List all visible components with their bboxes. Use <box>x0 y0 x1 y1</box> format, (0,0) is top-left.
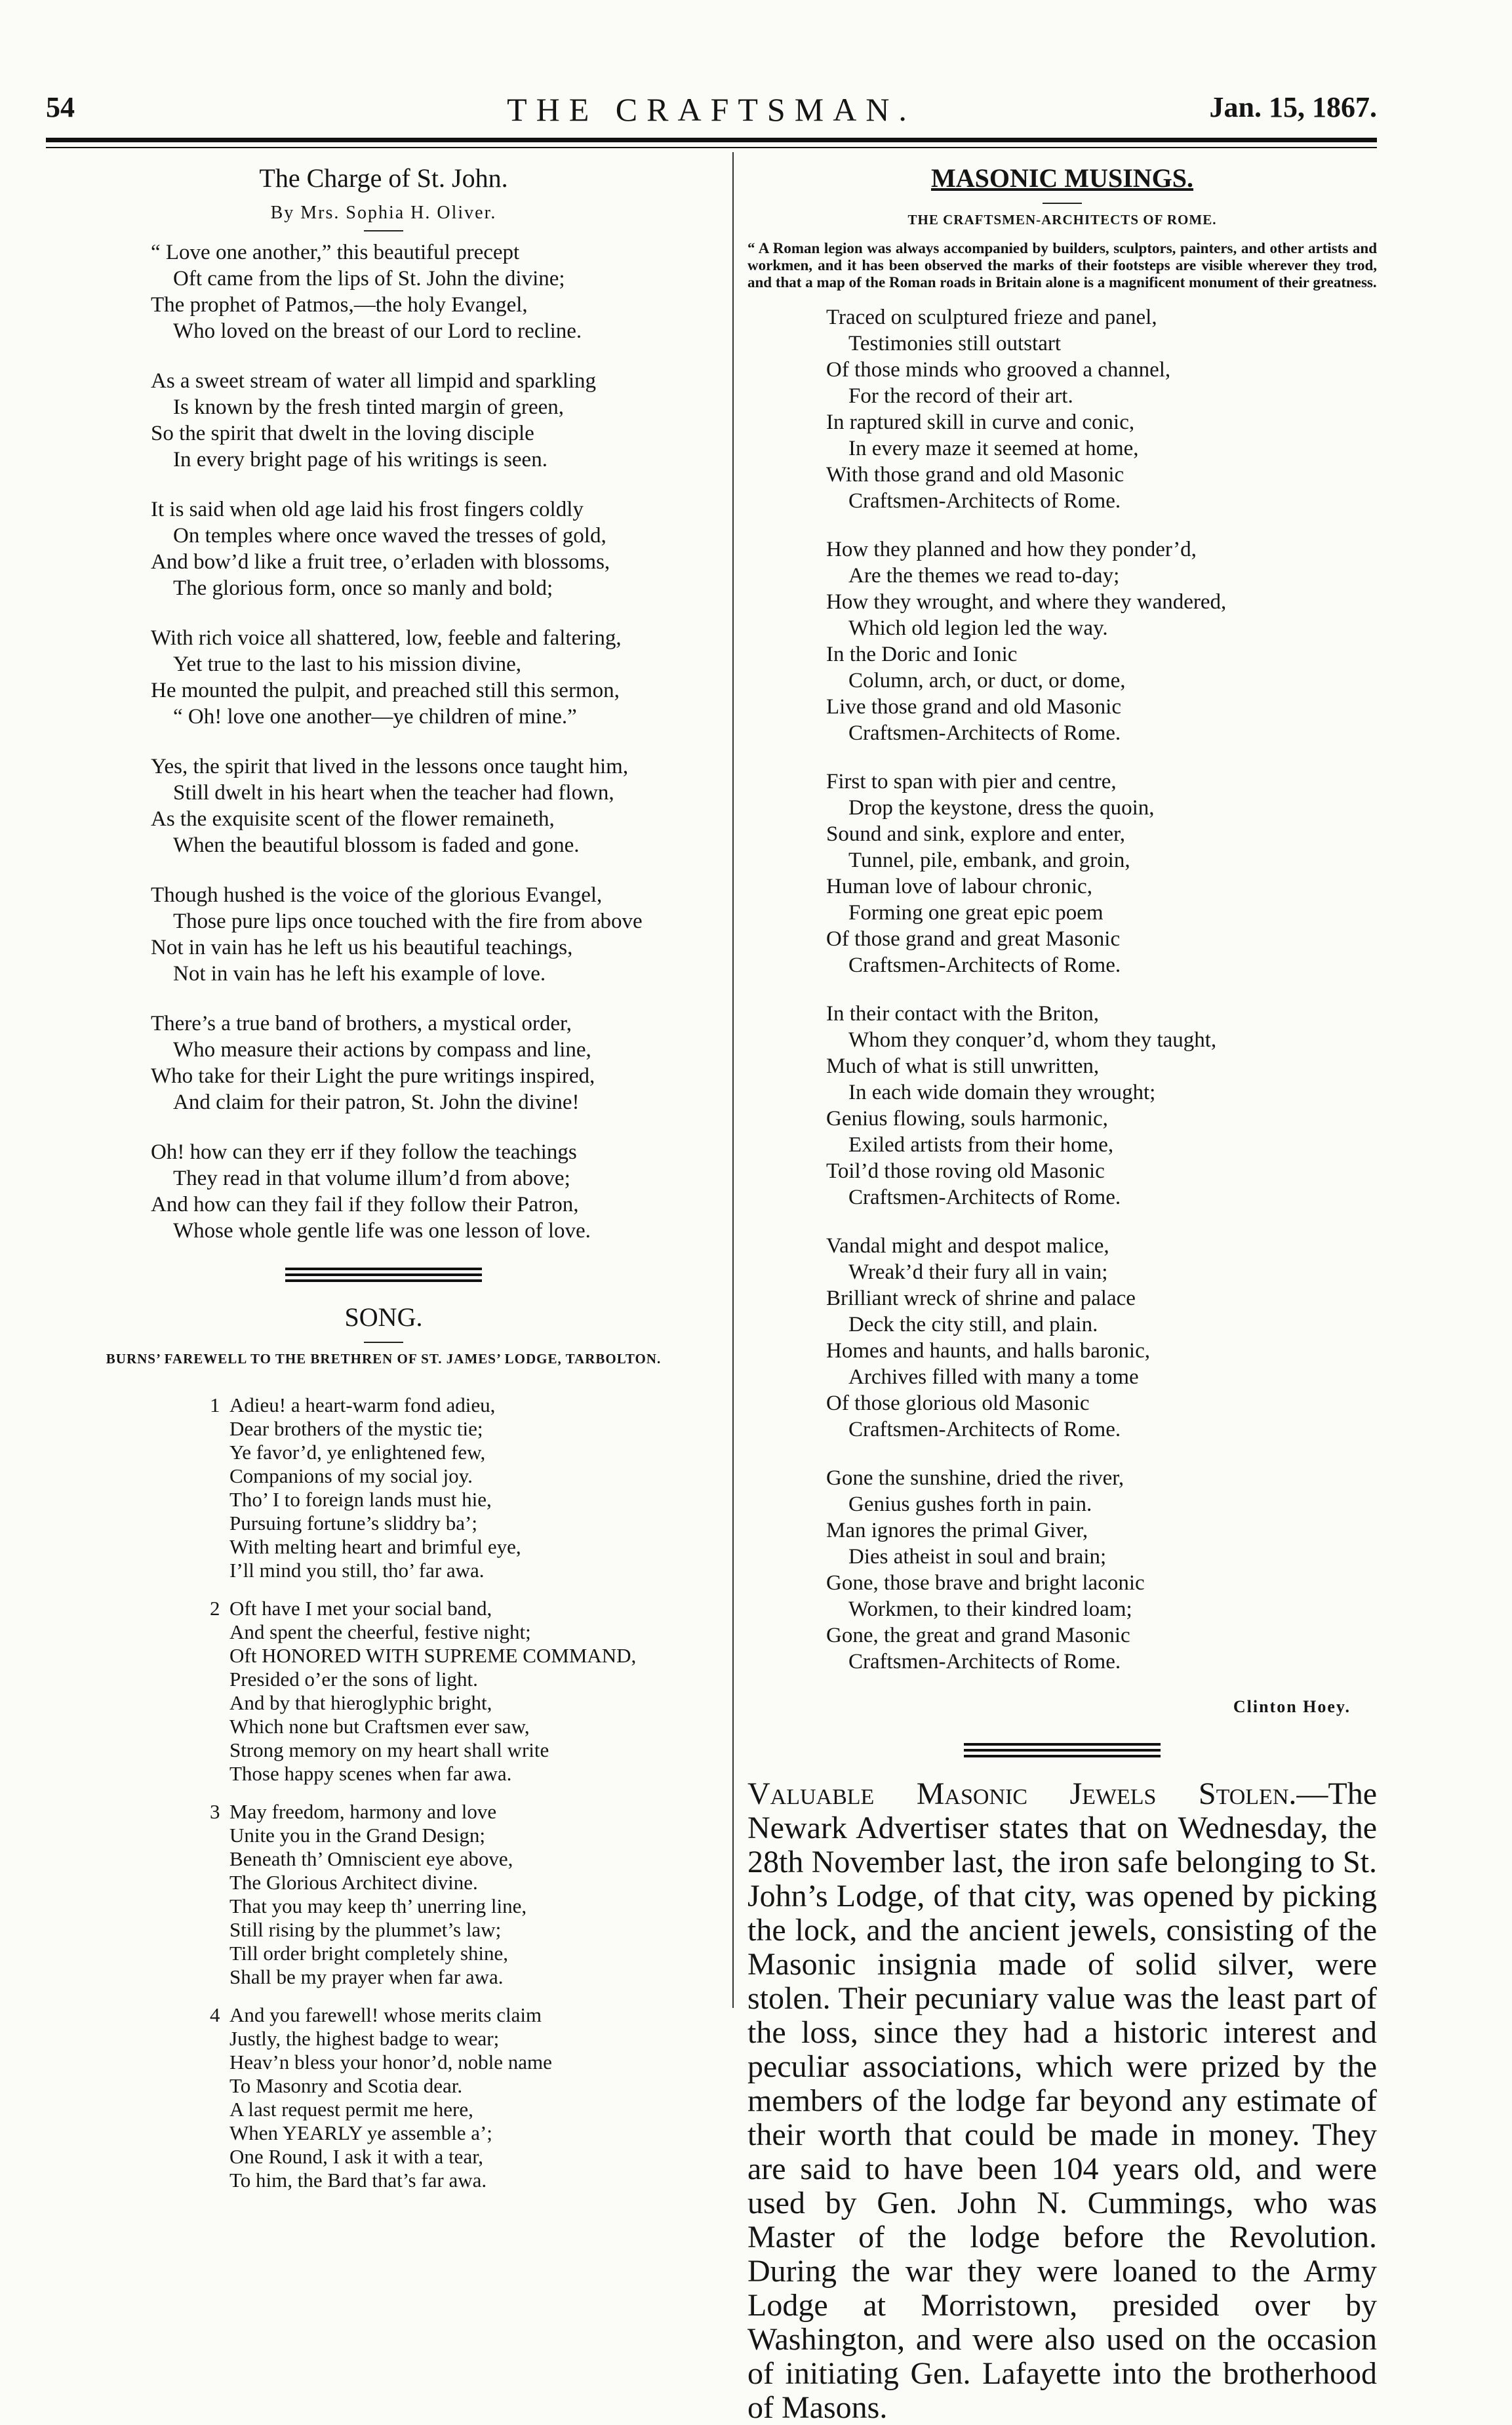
verse-line: And claim for their patron, St. John the divine! <box>173 1091 580 1114</box>
song-stanza <box>52 1800 715 1989</box>
verse-line: With those grand and old Masonic <box>826 463 1124 487</box>
poem-body-musings <box>747 304 1377 1675</box>
stanza <box>747 769 1377 978</box>
section-divider <box>964 1743 1161 1757</box>
verse-line: One Round, I ask it with a tear, <box>229 2145 484 2168</box>
stanza <box>52 882 715 987</box>
verse-line: Genius flowing, souls harmonic, <box>826 1107 1108 1131</box>
verse-line: Oft HONORED WITH SUPREME COMMAND, <box>229 1644 637 1667</box>
verse-line: With rich voice all shattered, low, feeble and faltering, <box>151 626 622 650</box>
poem-subtitle-musings: THE CRAFTSMEN-ARCHITECTS OF ROME. <box>907 212 1217 228</box>
verse-line: Dies atheist in soul and brain; <box>848 1545 1107 1569</box>
verse-line: Craftsmen-Architects of Rome. <box>848 1418 1121 1441</box>
verse-line: Who take for their Light the pure writings inspired, <box>151 1064 595 1088</box>
section-divider <box>285 1268 482 1282</box>
verse-line: Tho’ I to foreign lands must hie, <box>229 1488 492 1511</box>
verse-line: Vandal might and despot malice, <box>826 1234 1109 1258</box>
verse-line: Whom they conquer’d, whom they taught, <box>848 1028 1217 1052</box>
verse-line: Who loved on the breast of our Lord to recline. <box>173 319 582 343</box>
verse-line <box>210 1393 715 1417</box>
verse-line: And spent the cheerful, festive night; <box>229 1620 531 1643</box>
verse-line: Craftsmen-Architects of Rome. <box>848 953 1121 977</box>
verse-line: Of those grand and great Masonic <box>826 927 1121 951</box>
verse-line: Deck the city still, and plain. <box>848 1313 1098 1336</box>
page-number: 54 <box>46 91 75 123</box>
verse-line: Though hushed is the voice of the glorious Evangel, <box>151 883 603 907</box>
verse-line: Live those grand and old Masonic <box>826 695 1121 719</box>
verse-line: Craftsmen-Architects of Rome. <box>848 721 1121 745</box>
stanza <box>747 304 1377 514</box>
left-column <box>52 163 715 2207</box>
verse-line: The glorious form, once so manly and bold; <box>173 576 553 600</box>
verse-line: A last request permit me here, <box>229 2098 473 2121</box>
verse-line: He mounted the pulpit, and preached still this sermon, <box>151 679 620 702</box>
verse-line: There’s a true band of brothers, a mystical order, <box>151 1012 572 1035</box>
stanza <box>52 496 715 601</box>
verse-line: In the Doric and Ionic <box>826 643 1018 666</box>
verse-line: Ye favor’d, ye enlightened few, <box>229 1441 486 1464</box>
verse-line: Oh! how can they err if they follow the teachings <box>151 1140 577 1164</box>
title-rule <box>364 230 403 231</box>
article-body: —The Newark Advertiser states that on Wednesday, the 28th November last, the iron safe belonging to St. John’s Lodge, of that city, was opened by picking the lock, and the ancient jewels, consisting of the Masonic insignia made of solid silver, were stolen. Their pecuniary value was the least part of the loss, since they had a historic interest and peculiar associations, which were prized by the members of the lodge far beyond any estimate of their worth that could be made in money. They are said to have been 104 years old, and were used by Gen. John N. Cummings, who was Master of the lodge before the Revolution. During the war they were loaned to the Army Lodge at Morristown, presided over by Washington, and were also used on the occasion of initiating Gen. Lafayette into the brotherhood of Masons. <box>747 1776 1377 2425</box>
news-article <box>747 1777 1377 2425</box>
header-rule-thin <box>46 147 1377 148</box>
verse-line: Not in vain has he left us his beautiful teachings, <box>151 936 573 959</box>
issue-date: Jan. 15, 1867. <box>1209 91 1377 123</box>
verse-line: Craftsmen-Architects of Rome. <box>848 1650 1121 1673</box>
verse-line: For the record of their art. <box>848 384 1073 408</box>
verse-line <box>210 1800 715 1824</box>
verse-text: Oft have I met your social band, <box>229 1597 492 1620</box>
verse-line: Homes and haunts, and halls baronic, <box>826 1339 1150 1363</box>
stanza <box>52 753 715 858</box>
song-subtitle: BURNS’ FAREWELL TO THE BRETHREN OF ST. JAMES’ LODGE, TARBOLTON. <box>106 1351 662 1367</box>
verse-line: To Masonry and Scotia dear. <box>229 2074 463 2097</box>
stanza <box>52 368 715 473</box>
stanza <box>747 536 1377 746</box>
verse-line: Still rising by the plummet’s law; <box>229 1918 502 1941</box>
right-column <box>747 163 1377 2425</box>
verse-line: Heav’n bless your honor’d, noble name <box>229 2051 552 2074</box>
verse-line: In every bright page of his writings is seen. <box>173 448 547 471</box>
verse-line: Unite you in the Grand Design; <box>229 1824 486 1847</box>
verse-line <box>210 1597 715 1620</box>
verse-line: Beneath th’ Omniscient eye above, <box>229 1847 513 1870</box>
verse-line: As a sweet stream of water all limpid and sparkling <box>151 369 597 393</box>
verse-line: Workmen, to their kindred loam; <box>848 1597 1132 1621</box>
verse-line: And how can they fail if they follow their Patron, <box>151 1193 579 1216</box>
verse-line: The Glorious Architect divine. <box>229 1871 478 1894</box>
verse-line: Craftsmen-Architects of Rome. <box>848 489 1121 513</box>
verse-line: Which old legion led the way. <box>848 616 1108 640</box>
verse-line: Those pure lips once touched with the fire from above <box>173 910 643 933</box>
verse-line: They read in that volume illum’d from above; <box>173 1167 570 1190</box>
song-body <box>52 1393 715 2192</box>
verse-line: Who measure their actions by compass and line, <box>173 1038 591 1062</box>
verse-line <box>210 2003 715 2027</box>
verse-line: Gone, the great and grand Masonic <box>826 1624 1130 1647</box>
verse-line: Gone, those brave and bright laconic <box>826 1571 1145 1595</box>
stanza-number: 1 <box>210 1393 220 1416</box>
song-title: SONG. <box>344 1302 423 1332</box>
verse-line: Brilliant wreck of shrine and palace <box>826 1287 1136 1310</box>
verse-text: And you farewell! whose merits claim <box>229 2003 542 2026</box>
verse-line: Are the themes we read to-day; <box>848 564 1120 588</box>
verse-line: Gone the sunshine, dried the river, <box>826 1466 1124 1490</box>
verse-line: Drop the keystone, dress the quoin, <box>848 796 1155 820</box>
verse-line: Genius gushes forth in pain. <box>848 1493 1092 1516</box>
column-divider <box>732 152 734 2008</box>
poem-epigraph: “ A Roman legion was always accompanied by builders, sculptors, painters, and other artists and workmen, and it has been observed the marks of their footsteps are visible wherever they trod, and that a map of the Roman roads in Britain alone is a magnificent monument of their greatness. <box>747 240 1377 291</box>
verse-line: Presided o’er the sons of light. <box>229 1668 478 1691</box>
verse-line: Human love of labour chronic, <box>826 875 1092 898</box>
verse-line: And by that hieroglyphic bright, <box>229 1691 492 1714</box>
verse-line: Dear brothers of the mystic tie; <box>229 1417 483 1440</box>
header-rule-thick <box>46 138 1377 142</box>
verse-line: Those happy scenes when far awa. <box>229 1762 512 1785</box>
verse-line: When the beautiful blossom is faded and gone. <box>173 833 580 857</box>
verse-line: Column, arch, or duct, or dome, <box>848 669 1126 692</box>
verse-line: I’ll mind you still, tho’ far awa. <box>229 1559 485 1582</box>
verse-line: Toil’d those roving old Masonic <box>826 1159 1105 1183</box>
verse-line: To him, the Bard that’s far awa. <box>229 2169 487 2192</box>
stanza-number: 2 <box>210 1597 220 1620</box>
stanza <box>52 1011 715 1115</box>
verse-line: Forming one great epic poem <box>848 901 1104 925</box>
stanza <box>52 1139 715 1244</box>
verse-line: Till order bright completely shine, <box>229 1942 509 1965</box>
verse-line: Not in vain has he left his example of love. <box>173 962 546 986</box>
verse-text: Adieu! a heart-warm fond adieu, <box>229 1393 496 1416</box>
masthead-title: THE CRAFTSMAN. <box>507 91 916 128</box>
stanza <box>747 1233 1377 1443</box>
verse-text: May freedom, harmony and love <box>229 1800 497 1823</box>
verse-line: Of those minds who grooved a channel, <box>826 358 1171 382</box>
verse-line: Justly, the highest badge to wear; <box>229 2027 500 2050</box>
verse-line: Whose whole gentle life was one lesson of love. <box>173 1219 591 1243</box>
poem-author: By Mrs. Sophia H. Oliver. <box>270 203 497 223</box>
verse-line: Sound and sink, explore and enter, <box>826 822 1125 846</box>
verse-line: Strong memory on my heart shall write <box>229 1738 549 1761</box>
verse-line: And bow’d like a fruit tree, o’erladen with blossoms, <box>151 550 610 574</box>
verse-line: “ Oh! love one another—ye children of mine.” <box>173 705 577 729</box>
verse-line: Traced on sculptured frieze and panel, <box>826 306 1157 329</box>
stanza <box>747 1001 1377 1211</box>
stanza-number: 3 <box>210 1800 220 1823</box>
verse-line: In every maze it seemed at home, <box>848 437 1139 460</box>
verse-line: The prophet of Patmos,—the holy Evangel, <box>151 293 528 317</box>
stanza <box>52 239 715 344</box>
stanza <box>747 1465 1377 1675</box>
verse-line: It is said when old age laid his frost fingers coldly <box>151 498 584 521</box>
poem-body-charge <box>52 239 715 1244</box>
verse-line: How they wrought, and where they wandered, <box>826 590 1227 614</box>
verse-line: Much of what is still unwritten, <box>826 1054 1100 1078</box>
verse-line: Yet true to the last to his mission divine, <box>173 652 522 676</box>
verse-line: Which none but Craftsmen ever saw, <box>229 1715 530 1738</box>
verse-line: On temples where once waved the tresses of gold, <box>173 524 607 548</box>
verse-line: Is known by the fresh tinted margin of green, <box>173 395 564 419</box>
verse-line: In raptured skill in curve and conic, <box>826 411 1135 434</box>
poem-signature: Clinton Hoey. <box>1233 1697 1351 1716</box>
verse-line: When YEARLY ye assemble a’; <box>229 2121 492 2144</box>
verse-line: In their contact with the Briton, <box>826 1002 1100 1026</box>
verse-line: With melting heart and brimful eye, <box>229 1535 521 1558</box>
verse-line: So the spirit that dwelt in the loving disciple <box>151 422 534 445</box>
verse-line: Yes, the spirit that lived in the lessons once taught him, <box>151 755 629 778</box>
stanza <box>52 625 715 730</box>
title-rule <box>364 1342 403 1343</box>
song-stanza <box>52 1393 715 1582</box>
poem-title-musings: MASONIC MUSINGS. <box>930 163 1194 193</box>
verse-line: Archives filled with many a tome <box>848 1365 1139 1389</box>
title-rule <box>1043 203 1082 204</box>
verse-line: “ Love one another,” this beautiful precept <box>151 241 520 264</box>
verse-line: How they planned and how they ponder’d, <box>826 538 1197 561</box>
verse-line: Pursuing fortune’s sliddry ba’; <box>229 1512 477 1534</box>
song-stanza <box>52 2003 715 2192</box>
song-stanza <box>52 1597 715 1786</box>
verse-line: Oft came from the lips of St. John the divine; <box>173 267 565 291</box>
verse-line: Of those glorious old Masonic <box>826 1392 1090 1415</box>
verse-line: Still dwelt in his heart when the teacher had flown, <box>173 781 614 805</box>
verse-line: Man ignores the primal Giver, <box>826 1519 1088 1542</box>
verse-line: As the exquisite scent of the flower remaineth, <box>151 807 555 831</box>
verse-line: In each wide domain they wrought; <box>848 1081 1156 1104</box>
page-header <box>46 90 1377 130</box>
stanza-number: 4 <box>210 2003 220 2026</box>
verse-line: Tunnel, pile, embank, and groin, <box>848 849 1130 872</box>
verse-line: Exiled artists from their home, <box>848 1133 1114 1157</box>
verse-line: Wreak’d their fury all in vain; <box>848 1260 1108 1284</box>
verse-line: Companions of my social joy. <box>229 1464 473 1487</box>
verse-line: Craftsmen-Architects of Rome. <box>848 1186 1121 1209</box>
article-heading: Valuable Masonic Jewels Stolen. <box>747 1776 1297 1811</box>
verse-line: Shall be my prayer when far awa. <box>229 1965 504 1988</box>
verse-line: That you may keep th’ unerring line, <box>229 1894 527 1917</box>
verse-line: Testimonies still outstart <box>848 332 1062 355</box>
poem-title-charge: The Charge of St. John. <box>259 163 508 193</box>
verse-line: First to span with pier and centre, <box>826 770 1117 793</box>
